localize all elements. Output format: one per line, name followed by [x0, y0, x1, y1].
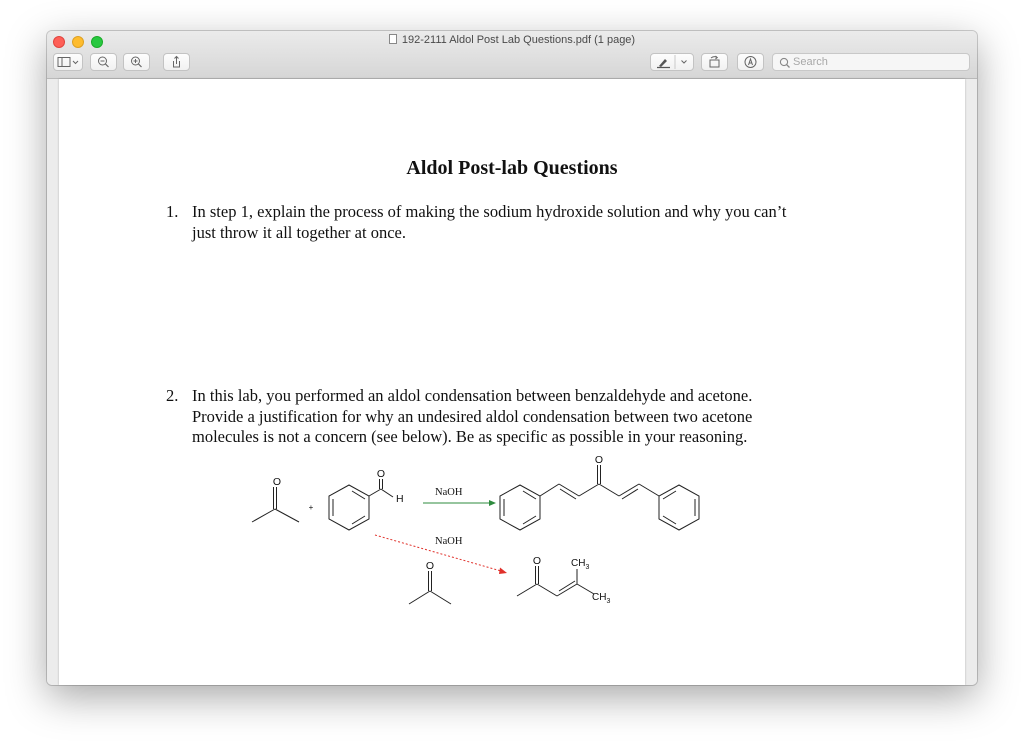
zoom-out-button[interactable] [90, 53, 117, 71]
acetone-molecule [252, 487, 299, 522]
markup-circle-icon [738, 54, 763, 70]
page-heading: Aldol Post-lab Questions [406, 157, 618, 179]
methyl-label-bottom: $CH_3$ [592, 592, 611, 605]
aldehyde-hydrogen-label: H [396, 493, 404, 505]
zoom-out-icon [91, 54, 116, 70]
dibenzalacetone-molecule [500, 465, 699, 530]
share-button[interactable] [163, 53, 190, 71]
pen-icon [651, 54, 693, 70]
desired-reaction-arrow [423, 500, 496, 506]
sidebar-toggle-button[interactable] [53, 53, 83, 71]
mesityl-oxygen-label: O [532, 555, 542, 567]
search-field[interactable] [772, 53, 970, 71]
mesityl-oxide-molecule [517, 566, 594, 596]
question-text-line: Provide a justification for why an undesired aldol condensation between two acetone [192, 406, 753, 426]
rotate-icon [702, 54, 727, 70]
document-viewport[interactable] [47, 79, 977, 685]
pdf-page [59, 79, 965, 685]
question-number: 2. [166, 386, 179, 405]
plus-sign: + [308, 503, 314, 512]
rotate-button[interactable] [701, 53, 728, 71]
naoh-label-bottom: NaOH [435, 536, 463, 547]
acetone-molecule-bottom [409, 571, 451, 604]
question-number: 1. [166, 202, 179, 221]
search-placeholder: Search [793, 56, 828, 68]
naoh-label-top: NaOH [435, 487, 463, 498]
acetone-bottom-oxygen-label: O [425, 560, 435, 572]
zoom-in-button[interactable] [123, 53, 150, 71]
question-text-line: In step 1, explain the process of making the sodium hydroxide solution and why you can’t [192, 202, 787, 221]
title-bar [47, 31, 977, 79]
markup-pen-button[interactable] [650, 53, 694, 71]
benzaldehyde-molecule [329, 479, 393, 530]
markup-toolbar-button[interactable] [737, 53, 764, 71]
window-title: 192-2111 Aldol Post Lab Questions.pdf (1 page) [47, 34, 977, 46]
preview-window [47, 31, 977, 685]
reaction-scheme [59, 79, 965, 685]
aldehyde-oxygen-label: O [376, 468, 386, 480]
question-text-line: molecules is not a concern (see below). Be as specific as possible in your reasoning. [192, 427, 748, 446]
question-text-line: just throw it all together at once. [192, 222, 406, 242]
share-icon [164, 54, 189, 70]
question-text-line: In this lab, you performed an aldol condensation between benzaldehyde and acetone. [192, 386, 753, 405]
search-icon [777, 55, 793, 71]
product-oxygen-label: O [594, 454, 604, 466]
sidebar-icon [54, 54, 82, 70]
acetone-oxygen-label: O [272, 476, 282, 488]
zoom-in-icon [124, 54, 149, 70]
document-icon [389, 34, 397, 44]
methyl-label-top: $CH_3$ [571, 558, 590, 571]
